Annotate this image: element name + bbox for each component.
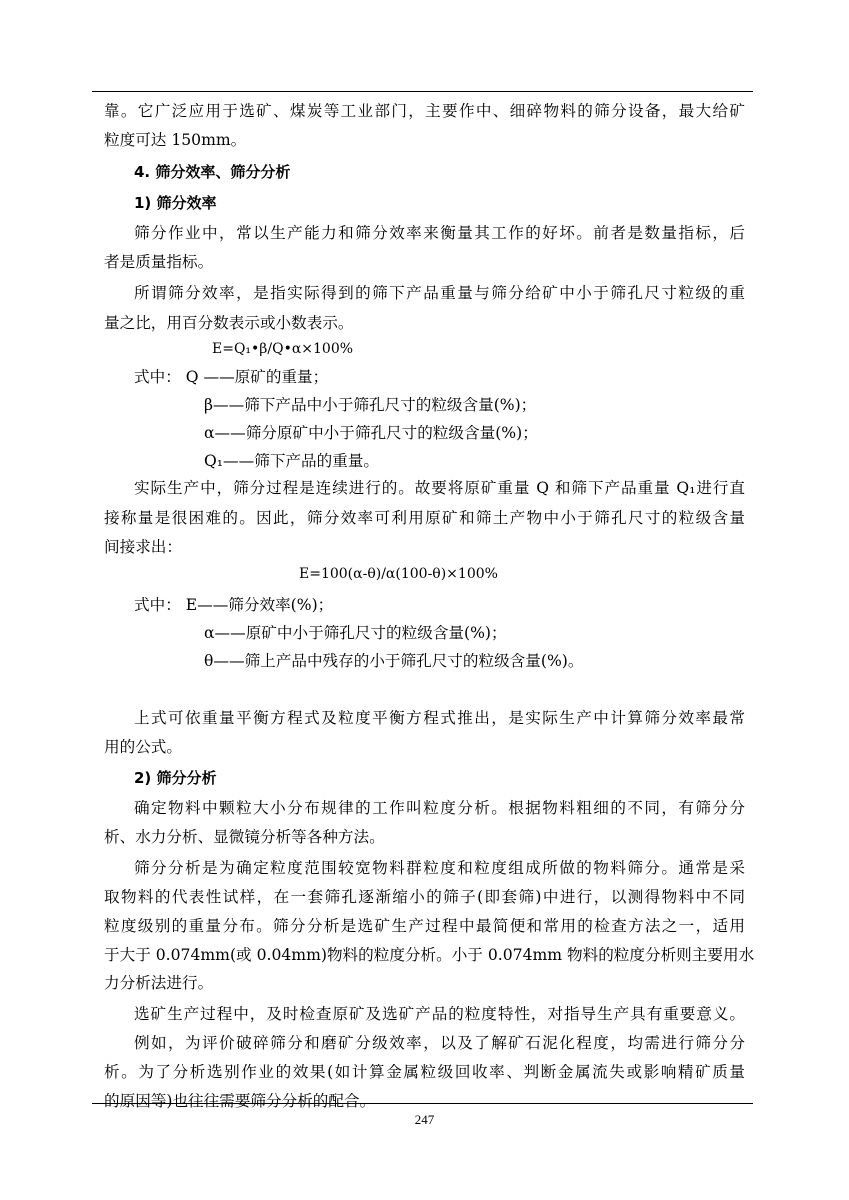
text-line: 靠。它广泛应用于选矿、煤炭等工业部门，主要作中、细碎物料的筛分设备，最大给矿 — [104, 102, 745, 120]
formula-legend: θ——筛上产品中残存的小于筛孔尺寸的粒级含量(%)。 — [204, 652, 584, 670]
text-line: 所谓筛分效率，是指实际得到的筛下产品重量与筛分给矿中小于筛孔尺寸粒级的重 — [134, 284, 745, 302]
text-line: 例如，为评价破碎筛分和磨矿分级效率，以及了解矿石泥化程度，均需进行筛分分 — [134, 1034, 745, 1052]
text-line: 间接求出： — [104, 538, 182, 556]
subsection-heading: 1) 筛分效率 — [134, 194, 217, 212]
text-line: 确定物料中颗粒大小分布规律的工作叫粒度分析。根据物料粗细的不同，有筛分分 — [134, 799, 745, 817]
text-line: 上式可依重量平衡方程式及粒度平衡方程式推出，是实际生产中计算筛分效率最常 — [134, 709, 745, 727]
page-number: 247 — [414, 1112, 435, 1127]
text-line: 析。为了分析选别作业的效果(如计算金属粒级回收率、判断金属流失或影响精矿质量 — [104, 1063, 745, 1081]
text-line: 的原因等)也往往需要筛分分析的配合。 — [104, 1092, 376, 1110]
text-line: 接称量是很困难的。因此，筛分效率可利用原矿和筛土产物中小于筛孔尺寸的粒级含量 — [104, 509, 745, 527]
text-line: 者是质量指标。 — [104, 253, 214, 271]
text-line: 取物料的代表性试样，在一套筛孔逐渐缩小的筛子(即套筛)中进行，以测得物料中不同 — [104, 888, 745, 906]
text-line: 量之比，用百分数表示或小数表示。 — [104, 314, 354, 332]
formula-2: E=100(α-θ)/α(100-θ)×100% — [299, 566, 498, 582]
formula-legend: β——筛下产品中小于筛孔尺寸的粒级含量(%)； — [204, 396, 537, 414]
formula-legend: 式中： E——筛分效率(%)； — [134, 596, 334, 614]
text-line: 粒度级别的重量分布。筛分分析是选矿生产过程中最简便和常用的检查方法之一，适用 — [104, 917, 745, 935]
text-line: 力分析法进行。 — [104, 974, 214, 992]
text-line: 用的公式。 — [104, 738, 182, 756]
formula-legend: Q₁——筛下产品的重量。 — [204, 452, 379, 470]
text-line: 筛分分析是为确定粒度范围较宽物料群粒度和粒度组成所做的物料筛分。通常是采 — [134, 859, 745, 877]
text-line: 于大于 0.074mm(或 0.04mm)物料的粒度分析。小于 0.074mm 物料的粒度分析则主要用水 — [104, 946, 755, 964]
subsection-heading: 2) 筛分分析 — [134, 769, 217, 787]
text-line: 筛分作业中，常以生产能力和筛分效率来衡量其工作的好坏。前者是数量指标，后 — [134, 224, 745, 242]
text-line: 选矿生产过程中，及时检查原矿及选矿产品的粒度特性，对指导生产具有重要意义。 — [134, 1005, 745, 1023]
formula-1: E=Q₁•β/Q•α×100% — [212, 341, 354, 357]
text-line: 实际生产中，筛分过程是连续进行的。故要将原矿重量 Q 和筛下产品重量 Q₁进行直 — [134, 479, 745, 497]
text-line: 粒度可达 150mm。 — [104, 131, 247, 149]
formula-legend: α——原矿中小于筛孔尺寸的粒级含量(%)； — [204, 624, 507, 642]
text-line: 析、水力分析、显微镜分析等各种方法。 — [104, 828, 385, 846]
section-heading: 4. 筛分效率、筛分分析 — [134, 163, 291, 181]
formula-legend: α——筛分原矿中小于筛孔尺寸的粒级含量(%)； — [204, 424, 538, 442]
formula-legend: 式中： Q ——原矿的重量； — [134, 368, 329, 386]
footer-rule — [92, 1103, 753, 1104]
header-rule — [92, 91, 753, 92]
